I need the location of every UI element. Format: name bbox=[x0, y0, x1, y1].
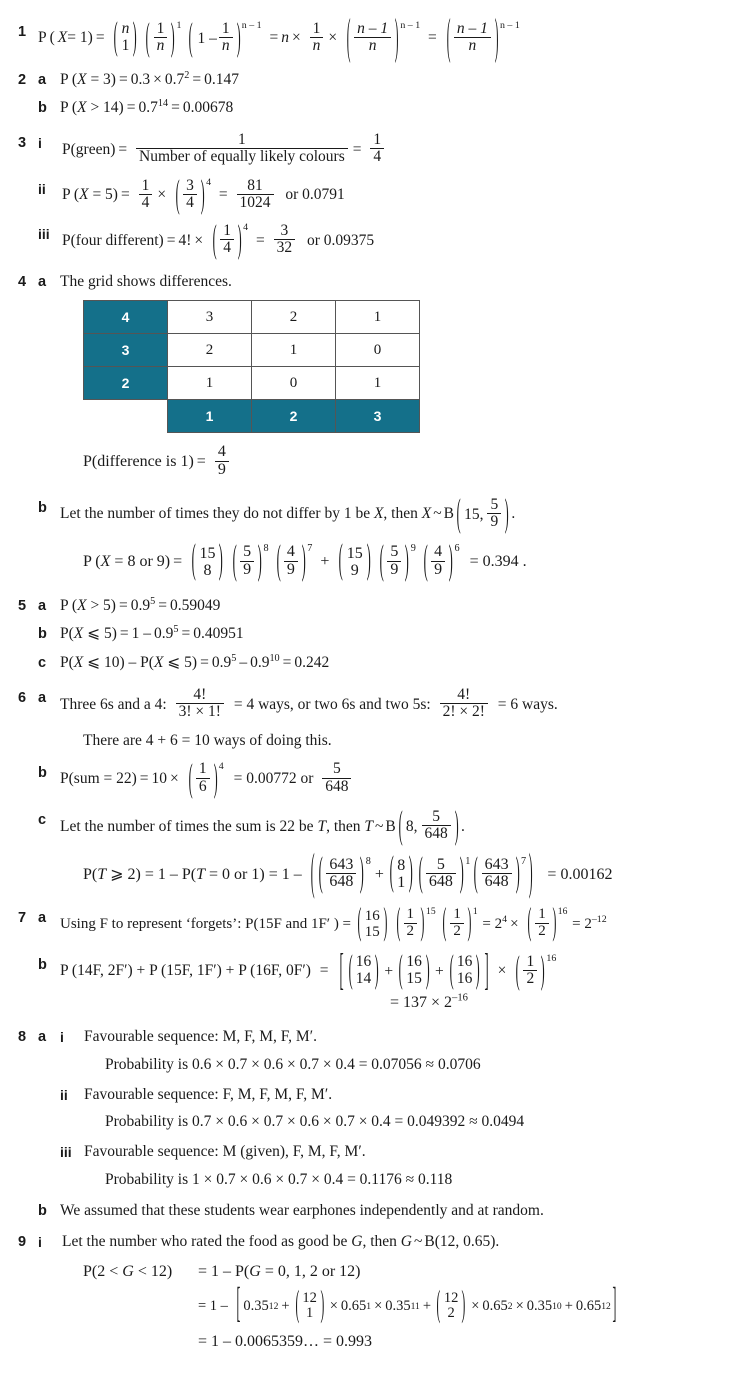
answer-body bbox=[62, 218, 736, 263]
question-number: 3 bbox=[18, 135, 27, 152]
result: 0.40951 bbox=[193, 625, 244, 643]
answer-body: Three 6s and a 4: $\frac{4!}{3! \times 1!}$ = 4 ways, or two 6s and two 5s: $\frac{4!}{2! \times 2!}$ = 6 ways. bbox=[60, 685, 558, 721]
empty-corner-cell bbox=[84, 400, 168, 433]
prob-label: P(difference is 1) bbox=[83, 453, 194, 471]
column-header: 3 bbox=[336, 400, 420, 433]
answer-item-6 bbox=[0, 685, 736, 722]
part-label: b bbox=[38, 764, 47, 781]
q9-line-3 bbox=[83, 1333, 736, 1351]
q9-line-2: = 1 – [ 0.35 12 + ( 12 1 ) × 0.65 1 × 0.35 11 + ( 12 2 ) × 0.65 2 × 0.35 10 + 0.65 12 ] bbox=[198, 1282, 617, 1329]
part-label: a bbox=[38, 690, 47, 707]
fraction-1-over-n: $\frac{1}{n}$ bbox=[310, 21, 324, 55]
exponent: n – 1 bbox=[400, 20, 421, 32]
result: 0.242 bbox=[294, 653, 330, 671]
q9-derivation bbox=[83, 1263, 736, 1350]
q4a-probability: P(difference is 1) = $\frac{4}{9}$ bbox=[83, 445, 736, 480]
roman-label: ii bbox=[38, 180, 46, 197]
decimal-equivalent: or 0.09375 bbox=[306, 231, 375, 249]
q6a-line2: There are 4 + 6 = 10 ways of doing this. bbox=[83, 731, 332, 749]
q9-rhs-1: = 1 – P(G = 0, 1, 2 or 12) bbox=[198, 1263, 361, 1281]
question-number: 6 bbox=[18, 690, 27, 707]
answer-body bbox=[62, 173, 736, 217]
roman-label: i bbox=[38, 135, 42, 152]
question-number: 7 bbox=[18, 910, 27, 927]
result-fraction: $\frac{81}{1024}$ bbox=[237, 178, 274, 212]
difference-grid bbox=[83, 300, 420, 433]
prob-label: P(green) bbox=[62, 140, 116, 158]
difference-grid-wrapper bbox=[83, 300, 736, 433]
prob-label: P(four different) bbox=[62, 231, 164, 249]
question-number: 8 bbox=[18, 1029, 27, 1046]
grid-cell: 1 bbox=[168, 367, 252, 400]
part-label: c bbox=[38, 654, 47, 671]
grid-cell: 1 bbox=[252, 334, 336, 367]
exponent: 1 bbox=[176, 20, 182, 32]
grid-cell: 1 bbox=[336, 367, 420, 400]
fraction-power-2: ( 1 – $\frac{1}{n}$ ) n – 1 bbox=[188, 16, 262, 60]
part-label: a bbox=[38, 71, 47, 88]
answer-body: P $(X > 5) = 0.9^5 = 0.59049$ bbox=[60, 595, 221, 615]
part-label: b bbox=[38, 626, 47, 643]
result: 0.00678 bbox=[182, 98, 234, 116]
answer-body bbox=[60, 98, 736, 117]
grid-cell: 0 bbox=[252, 367, 336, 400]
q8aii-probability: Probability is 0.7 × 0.6 × 0.7 × 0.6 × 0.7 × 0.4 = 0.049392 ≈ 0.0494 bbox=[105, 1113, 525, 1131]
part-label: b bbox=[38, 499, 47, 516]
part-label: b bbox=[38, 99, 47, 116]
column-header: 2 bbox=[252, 400, 336, 433]
q1-eq-one: = 1 bbox=[67, 29, 88, 47]
exponent: 4 bbox=[243, 222, 249, 234]
q7b-lhs: P (14F, 2F′) + P (15F, 1F′) + P (16F, 0F′) bbox=[60, 962, 311, 980]
exponent: 2 bbox=[184, 69, 190, 81]
table-footer-row bbox=[84, 400, 420, 433]
roman-label: ii bbox=[60, 1086, 68, 1103]
answer-body bbox=[62, 133, 736, 167]
row-header: 2 bbox=[84, 367, 168, 400]
answer-body: P(X ⩽ $5) = 1 - 0.9^5 = 0.40951$ bbox=[60, 624, 244, 643]
answer-body: Favourable sequence: M, F, M, F, M′. bbox=[84, 1028, 317, 1046]
result: = 0.00162 bbox=[547, 865, 613, 883]
answer-body bbox=[38, 10, 736, 66]
table-row bbox=[84, 301, 420, 334]
question-number: 1 bbox=[18, 24, 27, 40]
q2b-expression: P $(X > 14) = 0.7^{14} = 0.00678$ bbox=[60, 97, 234, 116]
result: 0.59049 bbox=[169, 597, 221, 615]
question-number: 5 bbox=[18, 598, 27, 615]
exponent: 14 bbox=[157, 97, 169, 109]
prob-label: P(sum = 22) bbox=[60, 770, 137, 788]
fraction-one-over-colours: $\frac{1}{\text{Number of equally likely colours}}$ bbox=[136, 132, 348, 166]
roman-label: i bbox=[38, 1233, 42, 1250]
part-label: b bbox=[38, 1202, 47, 1219]
q6c-expression: P(T ⩾ 2) = 1 – P(T = 0 or 1) = 1 – ( ( $\frac{643}{648}$ ) 8 + ( 8 1 ) ( $\frac{5}{648}$ ) 1 ( $\frac{643}{648}$ ) 7 ) = 0.00162 bbox=[83, 846, 613, 901]
q8ai-probability: Probability is 0.6 × 0.7 × 0.6 × 0.7 × 0.4 = 0.07056 ≈ 0.0706 bbox=[105, 1055, 481, 1073]
answer-item-2 bbox=[0, 70, 736, 89]
question-number: 4 bbox=[18, 273, 27, 290]
decimal-equivalent: or 0.0791 bbox=[285, 186, 345, 204]
q9-result: = 1 – 0.0065359… = 0.993 bbox=[198, 1332, 373, 1350]
table-row bbox=[84, 334, 420, 367]
roman-label: i bbox=[60, 1029, 64, 1046]
question-number: 9 bbox=[18, 1233, 27, 1250]
answer-body bbox=[60, 492, 736, 536]
grid-cell: 2 bbox=[252, 301, 336, 334]
binom-bottom: 1 bbox=[121, 37, 130, 54]
answer-body: Favourable sequence: M (given), F, M, F, M′. bbox=[84, 1143, 366, 1161]
random-variable: X bbox=[57, 29, 68, 47]
fraction-power-4: ( $\frac{n - 1}{n}$ ) n – 1 bbox=[446, 10, 520, 66]
q7b-line2: = $137 \times 2^{-16}$ bbox=[390, 993, 468, 1012]
q1-expression: P ( X= 1) = ( n 1 ) ( $\frac{1}{n}$ ) 1 ( 1 – $\frac{1}{n}$ ) n – 1 = n × $\frac{1}{n}$ × ( $\frac{n - 1}{n}$ ) n – 1 = ( $\frac{n - 1}{n}$ ) n – 1 bbox=[38, 10, 520, 66]
answer-item-7 bbox=[0, 902, 736, 945]
row-header: 3 bbox=[84, 334, 168, 367]
q9-lhs: P(2 < G < 12) bbox=[83, 1263, 173, 1281]
answer-body: We assumed that these students wear earphones independently and at random. bbox=[60, 1201, 544, 1219]
answer-item-5 bbox=[0, 596, 736, 615]
result-fraction: $\frac{1}{4}$ bbox=[370, 132, 384, 166]
result: = 0.00772 or bbox=[233, 770, 314, 788]
part-label: b bbox=[38, 956, 47, 973]
exponent: n – 1 bbox=[499, 20, 520, 32]
q3iii-expression: P(four different) = 4! × ( $\frac{1}{4}$ ) 4 = $\frac{3}{32}$ or 0.09375 bbox=[62, 218, 375, 263]
answer-body: P(X ⩽ 10) – P(X ⩽ $5) = 0.9^5 - 0.9^{10} = 0.242$ bbox=[60, 652, 330, 671]
q4b-statement: Let the number of times they do not differ by 1 be X, then X ~ B ( 15, $\frac{5}{9}$ ) . bbox=[60, 492, 516, 536]
grid-cell: 3 bbox=[168, 301, 252, 334]
roman-label: iii bbox=[60, 1144, 72, 1161]
answer-body: P (14F, 2F′) + P (15F, 1F′) + P (16F, 0F′) = [ ( 16 14 ) + ( 16 15 ) + ( 16 16 ) ] × ( $\frac{1}{2}$ ) 16 bbox=[60, 946, 557, 996]
q2a-expression: P $(X = 3) = 0.3 \times 0.7^2 = 0.147$ bbox=[60, 69, 239, 88]
q3ii-expression: P (X = 5) = $\frac{1}{4}$ × ( $\frac{3}{4}$ ) 4 = $\frac{81}{1024}$ or 0.0791 bbox=[62, 173, 345, 217]
result: 0.147 bbox=[204, 70, 239, 88]
prob-symbol: P bbox=[38, 29, 47, 47]
column-header: 1 bbox=[168, 400, 252, 433]
part-label: a bbox=[38, 1029, 47, 1046]
answer-body: Let the number who rated the food as good be G, then G ~ B(12, 0.65). bbox=[62, 1232, 500, 1250]
part-label: c bbox=[38, 812, 47, 829]
exponent: 4 bbox=[206, 176, 212, 188]
row-header: 4 bbox=[84, 301, 168, 334]
q8aiii-probability: Probability is 1 × 0.7 × 0.6 × 0.7 × 0.4 = 0.1176 ≈ 0.118 bbox=[105, 1170, 453, 1188]
answer-body: Favourable sequence: F, M, F, M, F, M′. bbox=[84, 1085, 333, 1103]
question-number: 2 bbox=[18, 71, 27, 88]
answer-item-4 bbox=[0, 272, 736, 291]
answer-item-9 bbox=[0, 1232, 736, 1251]
denominator-text: Number of equally likely colours bbox=[139, 148, 345, 166]
result: = 0.394 . bbox=[469, 553, 527, 571]
answer-body bbox=[60, 70, 736, 89]
result-fraction: $\frac{4}{9}$ bbox=[215, 444, 229, 479]
answers-page bbox=[0, 10, 736, 1398]
answer-item-1 bbox=[0, 10, 736, 66]
part-label: a bbox=[38, 273, 47, 290]
answer-body: Let the number of times the sum is 22 be T, then T ~ B ( 8, $\frac{5}{648}$ ) . bbox=[60, 804, 465, 849]
grid-cell: 1 bbox=[336, 301, 420, 334]
roman-label: iii bbox=[38, 226, 50, 243]
part-label: a bbox=[38, 910, 47, 927]
part-label: a bbox=[38, 598, 47, 615]
answer-item-3 bbox=[0, 133, 736, 167]
result-fraction: $\frac{3}{32}$ bbox=[274, 223, 296, 257]
answer-body: P(sum = 22) = 10 × ( $\frac{1}{6}$ ) 4 = 0.00772 or $\frac{5}{648}$ bbox=[60, 763, 736, 797]
q2a-lhs: P (X = 3) bbox=[60, 70, 116, 88]
binom-top: n bbox=[121, 20, 130, 38]
grid-cell: 0 bbox=[336, 334, 420, 367]
fraction-power-1: ( $\frac{1}{n}$ ) 1 bbox=[145, 16, 182, 60]
binomial-coefficient: ( n 1 ) bbox=[114, 15, 137, 60]
answer-item-8 bbox=[0, 1027, 736, 1046]
q9-line-1 bbox=[83, 1263, 736, 1281]
answer-body: The grid shows differences. bbox=[60, 272, 232, 290]
answer-body: Using F to represent ‘forgets’: P(15F and 1F′ ) = ( 16 15 ) ( $\frac{1}{2}$ ) 15 ( $\frac{1}{2}$ ) 1 = $2^4$ × ( $\frac{1}{2}$ ) 16 = $2^{-12}$ bbox=[60, 902, 607, 945]
grid-cell: 2 bbox=[168, 334, 252, 367]
q3i-expression: P(green) = $\frac{1}{\text{Number of equally likely colours}}$ = $\frac{1}{4}$ bbox=[62, 141, 386, 158]
exponent: n – 1 bbox=[241, 20, 262, 32]
table-row bbox=[84, 367, 420, 400]
fraction-power-3: ( $\frac{n - 1}{n}$ ) n – 1 bbox=[346, 10, 421, 66]
q4b-expression: P (X = 8 or 9) = ( 15 8 ) ( $\frac{5}{9}$ ) 8 ( $\frac{4}{9}$ ) 7 + ( 15 9 ) ( $\frac{5}{9}$ ) 9 ( $\frac{4}{9}$ ) 6 = 0.394 . bbox=[83, 538, 527, 584]
